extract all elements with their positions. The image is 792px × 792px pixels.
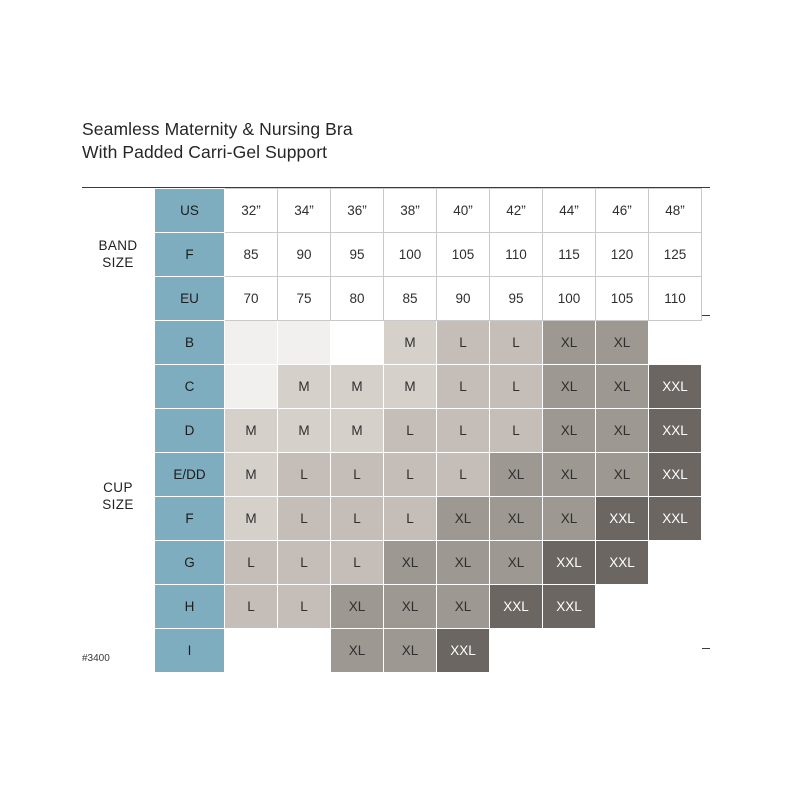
cell-i-46 — [596, 629, 649, 673]
band-eu-44: 100 — [543, 277, 596, 321]
band-size-label — [82, 189, 155, 321]
band-eu-36: 80 — [331, 277, 384, 321]
table-row — [82, 497, 702, 541]
cell-h-48 — [649, 585, 702, 629]
cell-d-32: M — [225, 409, 278, 453]
cell-g-40: XL — [437, 541, 490, 585]
cell-f-42: XL — [490, 497, 543, 541]
cell-i-32 — [225, 629, 278, 673]
cell-b-46: XL — [596, 321, 649, 365]
size-chart-table-wrapper — [82, 188, 702, 673]
cell-b-32 — [225, 321, 278, 365]
cell-c-44: XL — [543, 365, 596, 409]
cup-row-head-e-dd: E/DD — [155, 453, 225, 497]
cell-b-40: L — [437, 321, 490, 365]
band-us-36: 36” — [331, 189, 384, 233]
cell-c-42: L — [490, 365, 543, 409]
table-row — [82, 453, 702, 497]
cell-g-44: XXL — [543, 541, 596, 585]
cell-b-44: XL — [543, 321, 596, 365]
cell-f-40: XL — [437, 497, 490, 541]
cell-edd-38: L — [384, 453, 437, 497]
cell-b-36 — [331, 321, 384, 365]
band-us-48: 48” — [649, 189, 702, 233]
cell-edd-34: L — [278, 453, 331, 497]
cell-c-48: XXL — [649, 365, 702, 409]
cell-h-46 — [596, 585, 649, 629]
cell-f-44: XL — [543, 497, 596, 541]
table-row — [82, 629, 702, 673]
band-row-head-us: US — [155, 189, 225, 233]
cell-f-38: L — [384, 497, 437, 541]
band-f-44: 115 — [543, 233, 596, 277]
cell-f-34: L — [278, 497, 331, 541]
cell-h-38: XL — [384, 585, 437, 629]
band-eu-48: 110 — [649, 277, 702, 321]
cell-b-38: M — [384, 321, 437, 365]
cell-i-40: XXL — [437, 629, 490, 673]
cell-edd-48: XXL — [649, 453, 702, 497]
cell-g-46: XXL — [596, 541, 649, 585]
table-row — [82, 233, 702, 277]
cup-row-head-f: F — [155, 497, 225, 541]
band-size-label-line-1: BAND — [98, 237, 138, 253]
cup-row-head-d: D — [155, 409, 225, 453]
cup-row-head-b: B — [155, 321, 225, 365]
band-eu-32: 70 — [225, 277, 278, 321]
cell-edd-42: XL — [490, 453, 543, 497]
table-row — [82, 541, 702, 585]
cup-row-head-h: H — [155, 585, 225, 629]
cup-row-head-c: C — [155, 365, 225, 409]
cell-f-46: XXL — [596, 497, 649, 541]
band-size-label-line-2: SIZE — [102, 254, 134, 270]
cell-b-34 — [278, 321, 331, 365]
cell-edd-44: XL — [543, 453, 596, 497]
cell-h-40: XL — [437, 585, 490, 629]
cell-edd-32: M — [225, 453, 278, 497]
band-f-34: 90 — [278, 233, 331, 277]
size-chart-table — [82, 188, 702, 673]
band-f-42: 110 — [490, 233, 543, 277]
cell-i-44 — [543, 629, 596, 673]
cell-b-48 — [649, 321, 702, 365]
band-f-46: 120 — [596, 233, 649, 277]
cell-h-36: XL — [331, 585, 384, 629]
cell-i-42 — [490, 629, 543, 673]
cell-f-48: XXL — [649, 497, 702, 541]
band-f-48: 125 — [649, 233, 702, 277]
cell-d-38: L — [384, 409, 437, 453]
band-eu-34: 75 — [278, 277, 331, 321]
cup-row-head-i: I — [155, 629, 225, 673]
cell-c-36: M — [331, 365, 384, 409]
band-us-34: 34” — [278, 189, 331, 233]
style-number-footnote: #3400 — [82, 653, 110, 664]
table-row — [82, 321, 702, 365]
cell-c-38: M — [384, 365, 437, 409]
band-f-40: 105 — [437, 233, 490, 277]
cell-c-32 — [225, 365, 278, 409]
cell-f-36: L — [331, 497, 384, 541]
cell-edd-40: L — [437, 453, 490, 497]
cell-d-40: L — [437, 409, 490, 453]
cell-c-46: XL — [596, 365, 649, 409]
cell-h-32: L — [225, 585, 278, 629]
table-row — [82, 365, 702, 409]
cell-d-48: XXL — [649, 409, 702, 453]
table-row — [82, 277, 702, 321]
cup-size-label-line-1: CUP — [103, 479, 133, 495]
cell-g-42: XL — [490, 541, 543, 585]
cell-g-36: L — [331, 541, 384, 585]
cell-g-34: L — [278, 541, 331, 585]
cell-edd-36: L — [331, 453, 384, 497]
band-row-head-eu: EU — [155, 277, 225, 321]
table-row — [82, 585, 702, 629]
page-title-line-1: Seamless Maternity & Nursing Bra — [82, 119, 353, 139]
cell-g-48 — [649, 541, 702, 585]
page-title — [82, 118, 353, 164]
band-us-32: 32” — [225, 189, 278, 233]
cell-h-44: XXL — [543, 585, 596, 629]
cell-f-32: M — [225, 497, 278, 541]
cell-c-40: L — [437, 365, 490, 409]
cell-g-32: L — [225, 541, 278, 585]
cell-i-34 — [278, 629, 331, 673]
cell-d-46: XL — [596, 409, 649, 453]
band-f-38: 100 — [384, 233, 437, 277]
band-us-46: 46” — [596, 189, 649, 233]
cell-g-38: XL — [384, 541, 437, 585]
table-row — [82, 409, 702, 453]
cell-d-36: M — [331, 409, 384, 453]
cell-i-38: XL — [384, 629, 437, 673]
band-us-42: 42” — [490, 189, 543, 233]
cell-c-34: M — [278, 365, 331, 409]
cell-edd-46: XL — [596, 453, 649, 497]
cell-h-42: XXL — [490, 585, 543, 629]
band-eu-38: 85 — [384, 277, 437, 321]
page-title-line-2: With Padded Carri-Gel Support — [82, 142, 328, 163]
band-eu-46: 105 — [596, 277, 649, 321]
cell-i-36: XL — [331, 629, 384, 673]
cell-i-48 — [649, 629, 702, 673]
cup-row-head-g: G — [155, 541, 225, 585]
band-us-44: 44” — [543, 189, 596, 233]
cup-size-label-line-2: SIZE — [102, 496, 134, 512]
band-eu-40: 90 — [437, 277, 490, 321]
cup-size-label — [82, 321, 155, 673]
band-row-head-f: F — [155, 233, 225, 277]
cell-h-34: L — [278, 585, 331, 629]
cell-d-44: XL — [543, 409, 596, 453]
cell-d-42: L — [490, 409, 543, 453]
band-f-32: 85 — [225, 233, 278, 277]
table-row — [82, 189, 702, 233]
band-us-40: 40” — [437, 189, 490, 233]
band-eu-42: 95 — [490, 277, 543, 321]
cell-d-34: M — [278, 409, 331, 453]
band-f-36: 95 — [331, 233, 384, 277]
band-us-38: 38” — [384, 189, 437, 233]
cell-b-42: L — [490, 321, 543, 365]
